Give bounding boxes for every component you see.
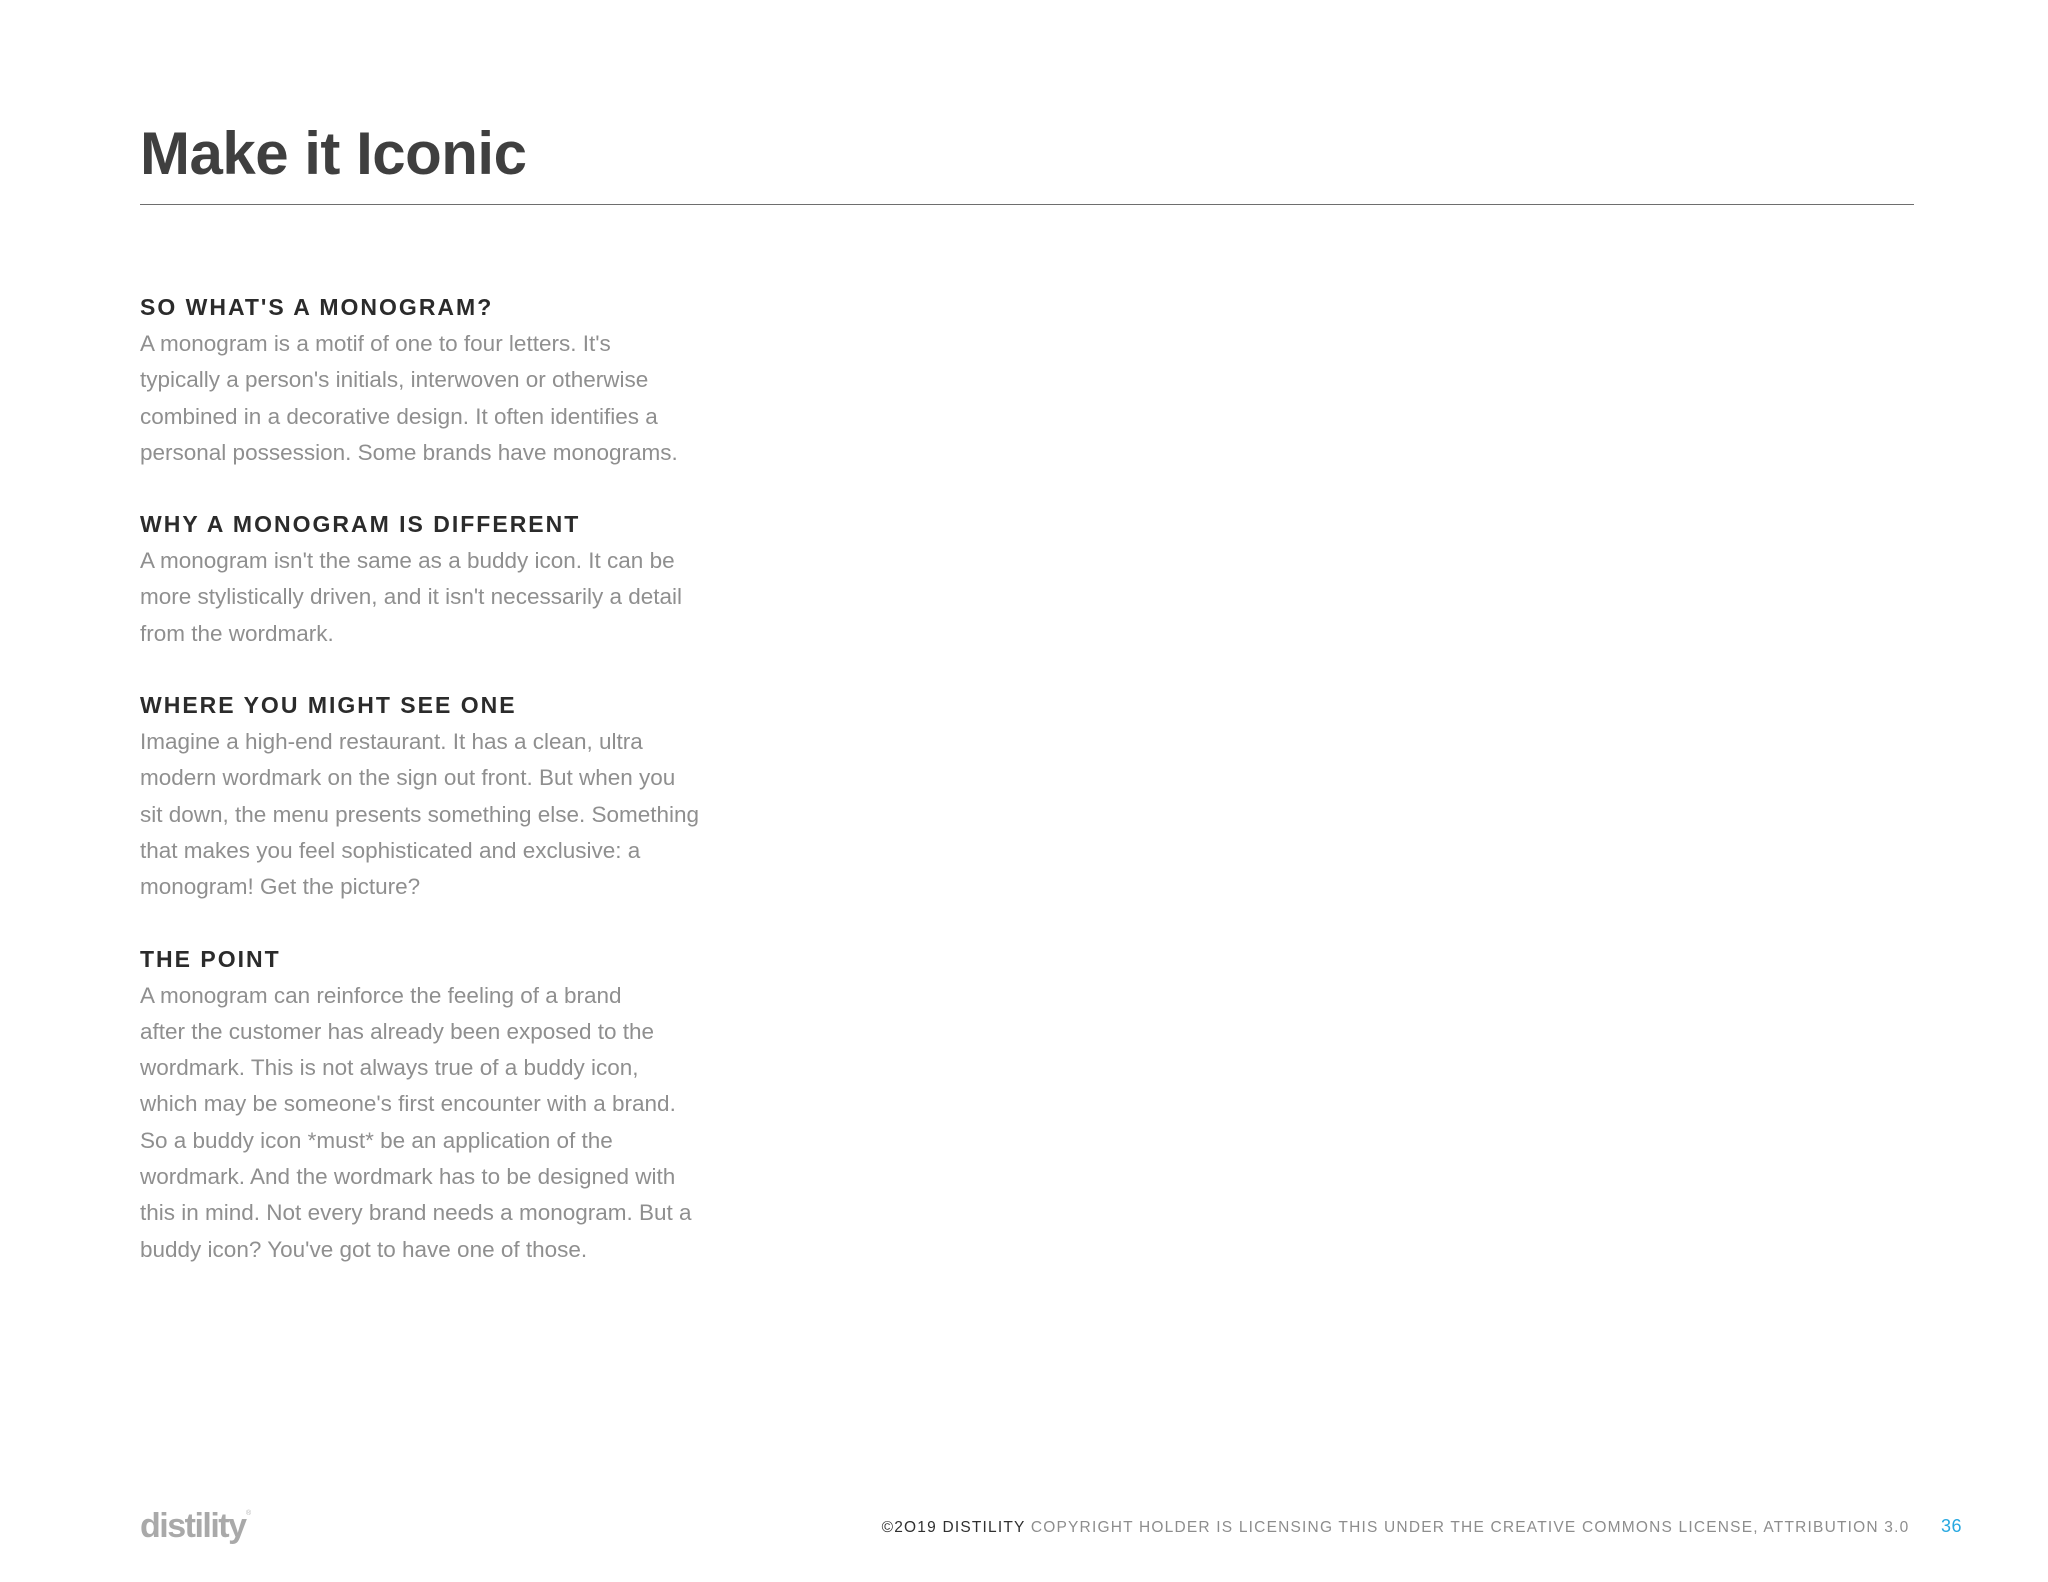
body-line: wordmark. This is not always true of a buddy icon, xyxy=(140,1055,639,1081)
body-line: that makes you feel sophisticated and exclusive: a xyxy=(140,837,641,863)
body-line: from the wordmark. xyxy=(140,620,334,646)
body-line: personal possession. Some brands have monograms. xyxy=(140,439,678,465)
section-the-point xyxy=(140,942,720,1268)
section-body xyxy=(140,724,720,905)
body-line: Imagine a high-end restaurant. It has a clean, ultra xyxy=(140,729,643,755)
body-line: combined in a decorative design. It often identifies a xyxy=(140,403,658,429)
body-line: monogram! Get the picture? xyxy=(140,874,421,900)
body-line: modern wordmark on the sign out front. But when you xyxy=(140,765,676,791)
section-why-different xyxy=(140,507,720,652)
page-title: Make it Iconic xyxy=(140,120,527,187)
section-heading: THE POINT xyxy=(140,945,281,972)
body-line: which may be someone's first encounter with a brand. xyxy=(140,1091,676,1117)
copyright-brand: ©2O19 DISTILITY xyxy=(881,1519,1026,1536)
section-what-is-monogram xyxy=(140,290,720,471)
title-divider xyxy=(140,204,1914,205)
content-column xyxy=(140,290,720,1304)
footer-copyright xyxy=(882,1516,1962,1538)
section-where-see-one xyxy=(140,688,720,905)
section-body xyxy=(140,978,720,1268)
body-line: So a buddy icon *must* be an application of the xyxy=(140,1127,613,1153)
section-heading: SO WHAT'S A MONOGRAM? xyxy=(140,294,494,320)
body-line: after the customer has already been exposed to the xyxy=(140,1018,655,1044)
body-line: typically a person's initials, interwoven or otherwise xyxy=(140,367,649,393)
license-text: COPYRIGHT HOLDER IS LICENSING THIS UNDER THE CREATIVE COMMONS LICENSE, ATTRIBUTION 3.0 xyxy=(1030,1519,1910,1536)
body-line: buddy icon? You've got to have one of those. xyxy=(140,1236,588,1262)
page-number: 36 xyxy=(1940,1516,1962,1536)
distility-logo: distility xyxy=(140,1507,246,1545)
body-line: A monogram is a motif of one to four letters. It's xyxy=(140,331,611,356)
body-line: wordmark. And the wordmark has to be designed with xyxy=(140,1164,676,1190)
section-body xyxy=(140,543,720,652)
section-heading: WHERE YOU MIGHT SEE ONE xyxy=(140,692,517,719)
section-heading: WHY A MONOGRAM IS DIFFERENT xyxy=(140,511,581,538)
section-body xyxy=(140,326,720,471)
body-line: more stylistically driven, and it isn't necessarily a detail xyxy=(140,584,683,610)
body-line: sit down, the menu presents something else. Something xyxy=(140,801,700,827)
body-line: this in mind. Not every brand needs a monogram. But a xyxy=(140,1200,692,1226)
registered-mark: ® xyxy=(246,1510,252,1517)
body-line: A monogram can reinforce the feeling of a brand xyxy=(140,982,622,1008)
body-line: A monogram isn't the same as a buddy icon. It can be xyxy=(140,548,675,574)
